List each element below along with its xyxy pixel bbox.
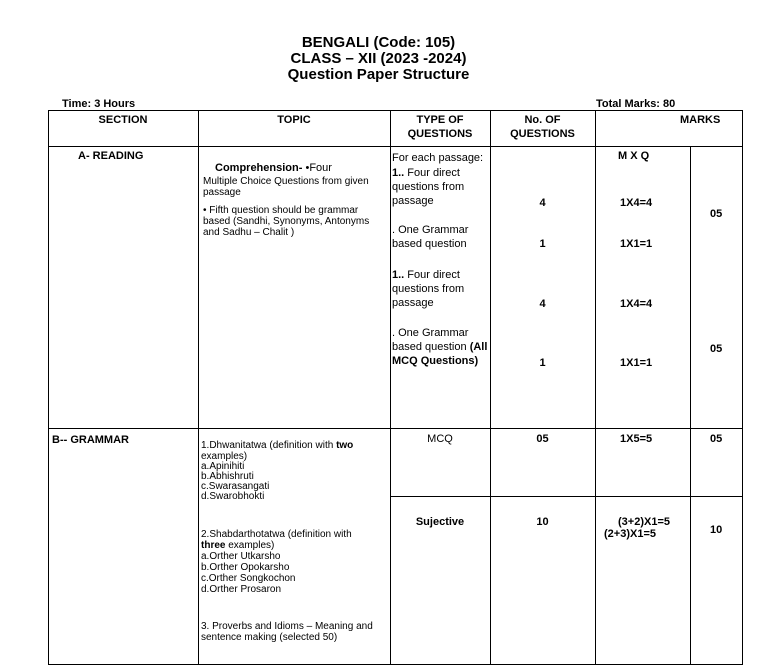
item-text: One Grammar based question [392, 327, 469, 353]
section-reading-label: A- READING [78, 150, 144, 162]
item-text: One Grammar based question [392, 224, 469, 250]
item-number: . [392, 224, 396, 236]
list-item: c.Swarasangati [201, 481, 270, 492]
list-item: d.Orther Prosaron [201, 584, 282, 595]
bullet-icon: • [305, 162, 310, 174]
reading-marks-1: 05 [710, 208, 723, 220]
time-label: Time: 3 Hours [62, 98, 136, 110]
reading-count-4: 1 [539, 357, 546, 369]
grammar-topic-3: 3. Proverbs and Idioms – Meaning and sentence making (selected 50) [201, 621, 373, 643]
grammar-type-1: MCQ [427, 433, 453, 445]
grammar-count-2: 10 [536, 516, 549, 528]
col-divider-5 [690, 146, 691, 665]
grammar-topic-2 [201, 529, 387, 595]
col-header-count-l1: No. OF [524, 114, 561, 126]
all-mcq-note: (All MCQ Questions) [392, 341, 488, 367]
col-divider-3 [490, 110, 491, 665]
table-border-bottom [48, 664, 743, 665]
col-header-marks: MARKS [680, 114, 721, 126]
grammar-mxq-2b: (2+3)X1=5 [604, 528, 656, 540]
item-text: Four direct questions from passage [392, 269, 465, 309]
item-number: 1.. [392, 167, 405, 179]
header-row-divider [48, 146, 743, 147]
reading-mxq-4: 1X1=1 [620, 357, 653, 369]
comprehension-label: Comprehension- [215, 162, 306, 174]
item-number: 1.. [392, 269, 405, 281]
table-border-left [48, 110, 49, 665]
topic-emphasis: three [201, 540, 226, 551]
grammar-count-1: 05 [536, 433, 549, 445]
reading-topic-line1 [215, 162, 385, 175]
topic-text: 1.Dhwanitatwa (definition with [201, 440, 337, 451]
total-marks-label: Total Marks: 80 [596, 98, 676, 110]
reading-mxq-1: 1X4=4 [620, 197, 653, 209]
grammar-marks-2: 10 [710, 524, 723, 536]
reading-topic-first-word: Four [309, 162, 332, 174]
reading-topic-note [203, 205, 373, 238]
col-divider-4 [595, 110, 596, 665]
col-header-type-l1: TYPE OF [416, 114, 464, 126]
mxq-header: M X Q [618, 150, 650, 162]
topic-text-end: examples) [225, 540, 275, 551]
type-intro: For each passage: [392, 152, 484, 164]
col-divider-2 [390, 110, 391, 665]
reading-type-2 [392, 223, 488, 251]
reading-mxq-2: 1X1=1 [620, 238, 653, 250]
grammar-type-2: Sujective [415, 516, 465, 528]
grammar-mxq-1: 1X5=5 [620, 433, 653, 445]
list-item: a.Orther Utkarsho [201, 551, 281, 562]
section-divider [48, 428, 743, 429]
class-line: CLASS – XII (2023 -2024) [290, 50, 467, 67]
reading-marks-2: 05 [710, 343, 723, 355]
reading-topic-text: Multiple Choice Questions from given passage [203, 176, 369, 198]
topic-text-end: examples) [201, 451, 248, 462]
topic-emphasis: two [336, 440, 354, 451]
table-border-right [742, 110, 743, 665]
list-item: a.Apinihiti [201, 461, 245, 472]
reading-type-1 [392, 166, 488, 208]
col-header-count-l2: QUESTIONS [510, 128, 575, 140]
list-item: c.Orther Songkochon [201, 573, 296, 584]
list-item: b.Abhishruti [201, 471, 254, 482]
reading-topic-note-text: Fifth question should be grammar based (Sandhi, Synonyms, Antonyms and Sadhu – Chalit ) [203, 205, 370, 238]
grammar-topic-1 [201, 440, 387, 502]
reading-type-3 [392, 268, 488, 310]
col-header-section: SECTION [98, 114, 148, 126]
list-item: d.Swarobhokti [201, 491, 265, 502]
col-header-type-l2: QUESTIONS [407, 128, 473, 140]
grammar-items-1 [201, 462, 387, 502]
col-divider-1 [198, 110, 199, 665]
paper-structure-heading: Question Paper Structure [287, 66, 470, 83]
reading-mxq-3: 1X4=4 [620, 298, 653, 310]
reading-type-4 [392, 326, 488, 368]
grammar-mxq-2a: (3+2)X1=5 [618, 516, 670, 528]
document-title: BENGALI (Code: 105) [301, 34, 456, 51]
topic-text: 2.Shabdarthotatwa (definition with [201, 529, 352, 540]
reading-count-1: 4 [539, 197, 546, 209]
item-text: Four direct questions from passage [392, 167, 465, 207]
grammar-marks-1: 05 [710, 433, 723, 445]
bullet-icon: • [203, 205, 207, 216]
section-grammar-label: B-- GRAMMAR [52, 434, 129, 446]
col-header-topic: TOPIC [277, 114, 311, 126]
item-number: . [392, 327, 396, 339]
table-border-top [48, 110, 743, 111]
list-item: b.Orther Opokarsho [201, 562, 290, 573]
reading-count-2: 1 [539, 238, 546, 250]
reading-count-3: 4 [539, 298, 546, 310]
